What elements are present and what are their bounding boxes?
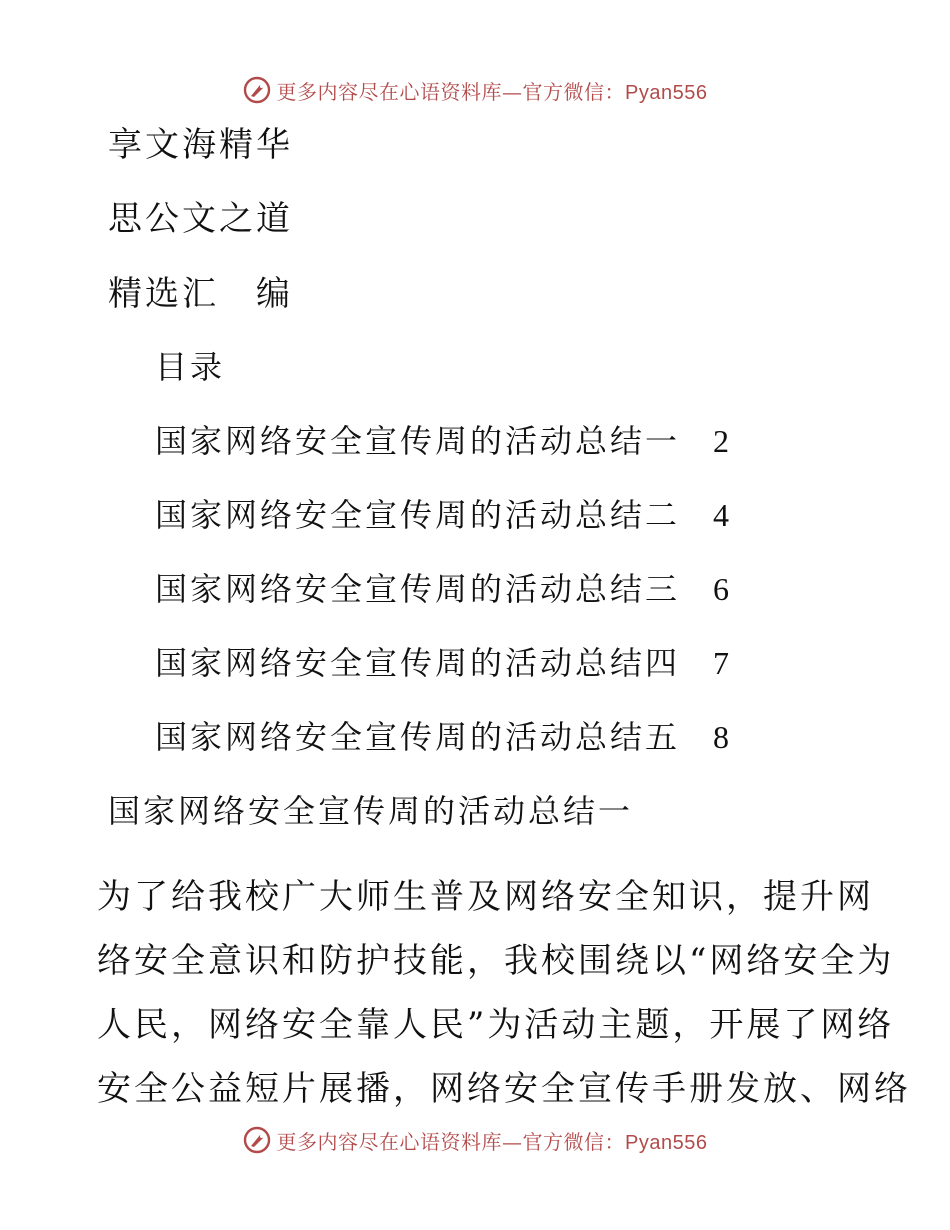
body-line: 络安全意识和防护技能，我校围绕以“网络安全为 bbox=[97, 941, 895, 981]
pen-nib-logo-icon bbox=[243, 76, 271, 104]
section-title: 国家网络安全宣传周的活动总结一 bbox=[108, 792, 634, 830]
footer-text: 更多内容尽在心语资料库—官方微信：Pyan556 bbox=[276, 1129, 708, 1154]
pen-nib-logo-icon bbox=[243, 1126, 271, 1154]
footer-wechat-id: Pyan556 bbox=[625, 1131, 708, 1154]
header-wechat-id: Pyan556 bbox=[625, 81, 708, 104]
toc-item[interactable] bbox=[155, 495, 755, 535]
footer-banner bbox=[0, 1120, 950, 1160]
header-banner bbox=[0, 70, 950, 110]
toc-item-title: 国家网络安全宣传周的活动总结四 bbox=[155, 644, 681, 682]
toc-item-title: 国家网络安全宣传周的活动总结三 bbox=[155, 570, 681, 608]
toc-item-title: 国家网络安全宣传周的活动总结五 bbox=[155, 718, 681, 756]
intro-line-1: 享文海精华 bbox=[108, 125, 293, 165]
toc-item-title: 国家网络安全宣传周的活动总结一 bbox=[155, 422, 681, 460]
header-text: 更多内容尽在心语资料库—官方微信：Pyan556 bbox=[276, 79, 708, 104]
body-line: 安全公益短片展播，网络安全宣传手册发放、网络 bbox=[97, 1069, 911, 1109]
toc-item-page: 2 bbox=[713, 423, 729, 459]
body-line: 人民，网络安全靠人民”为活动主题，开展了网络 bbox=[97, 1005, 895, 1045]
toc-item-page: 6 bbox=[713, 571, 729, 607]
toc-item[interactable] bbox=[155, 421, 755, 461]
toc-item-page: 4 bbox=[713, 497, 729, 533]
body-paragraph bbox=[97, 865, 911, 1121]
toc-item-page: 8 bbox=[713, 719, 729, 755]
toc-item[interactable] bbox=[155, 643, 755, 683]
intro-line-3: 精选汇 编 bbox=[108, 274, 293, 314]
toc-item[interactable] bbox=[155, 569, 755, 609]
toc-heading: 目录 bbox=[155, 348, 226, 386]
intro-line-2: 思公文之道 bbox=[108, 199, 293, 239]
toc-item-title: 国家网络安全宣传周的活动总结二 bbox=[155, 496, 681, 534]
toc-item-page: 7 bbox=[713, 645, 729, 681]
toc-item[interactable] bbox=[155, 717, 755, 757]
body-line: 为了给我校广大师生普及网络安全知识，提升网 bbox=[97, 877, 874, 917]
